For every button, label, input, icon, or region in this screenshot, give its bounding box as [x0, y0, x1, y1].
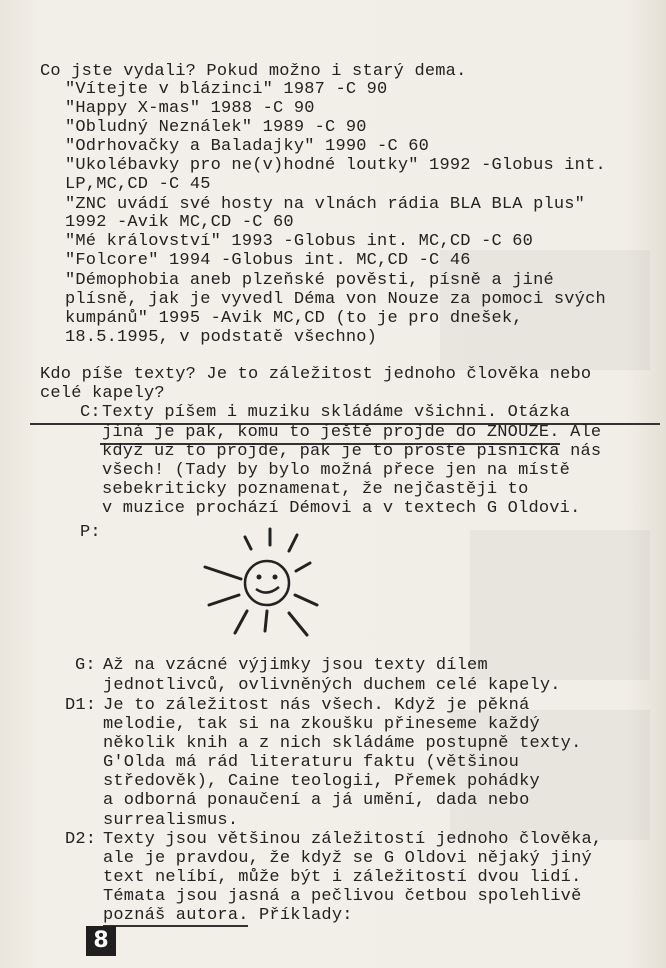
- answer-d1-line: melodie, tak si na zkoušku přineseme každý: [103, 715, 540, 734]
- answer-d1-line: surrealismus.: [103, 811, 239, 830]
- release-item: "Obludný Neználek" 1989 -C 90: [65, 118, 367, 137]
- release-item: "Démophobia aneb plzeňské pověsti, písně a jiné: [65, 271, 554, 290]
- answer-g-line: Až na vzácné výjimky jsou texty dílem: [103, 656, 488, 675]
- release-item: "Happy X-mas" 1988 -C 90: [65, 99, 315, 118]
- answer-d1-line: Je to záležitost nás všech. Když je pěkná: [103, 696, 530, 715]
- sun-drawing-icon: [195, 523, 340, 653]
- answer-d2-line: Témata jsou jasná a pečlivou četbou spolehlivě: [103, 887, 582, 906]
- question-releases: Co jste vydali? Pokud možno i starý dema.: [40, 62, 467, 81]
- release-item: 1992 -Avik MC,CD -C 60: [65, 213, 294, 232]
- release-item: "Ukolébavky pro ne(v)hodné loutky" 1992 -Globus int.: [65, 156, 606, 175]
- speaker-c: C:: [80, 403, 101, 422]
- underline-rule: [103, 925, 248, 927]
- release-item: "Odrhovačky a Baladajky" 1990 -C 60: [65, 137, 430, 156]
- answer-c-line: všech! (Tady by bylo možná přece jen na místě: [102, 461, 571, 480]
- release-item: LP,MC,CD -C 45: [65, 175, 211, 194]
- answer-c-line: jiná je pak, komu to ještě projde do ZNOUZE. Ale: [102, 423, 602, 442]
- answer-d1-line: středověk), Caine teologii, Přemek pohádky: [103, 772, 540, 791]
- release-item: plísně, jak je vyvedl Déma von Nouze za pomoci svých: [65, 290, 606, 309]
- answer-d2-line: text nelíbí, může být i záležitostí dvou lidí.: [103, 868, 582, 887]
- answer-d1-line: a odborná ponaučení a já umění, dada nebo: [103, 791, 530, 810]
- speaker-d1: D1:: [65, 696, 97, 715]
- answer-g-line: jednotlivců, ovlivněných duchem celé kapely.: [103, 676, 561, 695]
- answer-d1-line: několik knih a z nich skládáme postupně texty.: [103, 734, 582, 753]
- speaker-g: G:: [75, 656, 96, 675]
- question-lyrics: Kdo píše texty? Je to záležitost jednoho člověka nebo: [40, 365, 592, 384]
- answer-c-line: když už to projde, pak je to prostě písnička nás: [102, 442, 602, 461]
- release-item: "Vítejte v blázinci" 1987 -C 90: [65, 80, 388, 99]
- answer-c-line: sebekriticky poznamenat, že nejčastěji to: [102, 480, 529, 499]
- answer-c-line: v muzice prochází Démovi a v textech G Oldovi.: [102, 499, 581, 518]
- release-item: 18.5.1995, v podstatě všechno): [65, 328, 378, 347]
- release-item: kumpánů" 1995 -Avik MC,CD (to je pro dnešek,: [65, 309, 523, 328]
- answer-d1-line: G'Olda má rád literaturu faktu (většinou: [103, 753, 520, 772]
- answer-d2-line: ale je pravdou, že když se G Oldovi nějaký jiný: [103, 849, 592, 868]
- speaker-p: P:: [80, 523, 101, 542]
- answer-d2-line: poznáš autora. Příklady:: [103, 906, 353, 925]
- release-item: "Folcore" 1994 -Globus int. MC,CD -C 46: [65, 251, 471, 270]
- answer-c-line: Texty píšem i muziku skládáme všichni. Otázka: [102, 403, 571, 422]
- answer-d2-line: Texty jsou většinou záležitostí jednoho člověka,: [103, 830, 603, 849]
- page-number: 8: [86, 926, 116, 956]
- show-through-shadow: [470, 530, 650, 680]
- question-lyrics: celé kapely?: [40, 384, 165, 403]
- release-item: "ZNC uvádí své hosty na vlnách rádia BLA BLA plus": [65, 195, 586, 214]
- speaker-d2: D2:: [65, 830, 97, 849]
- release-item: "Mé království" 1993 -Globus int. MC,CD -C 60: [65, 232, 534, 251]
